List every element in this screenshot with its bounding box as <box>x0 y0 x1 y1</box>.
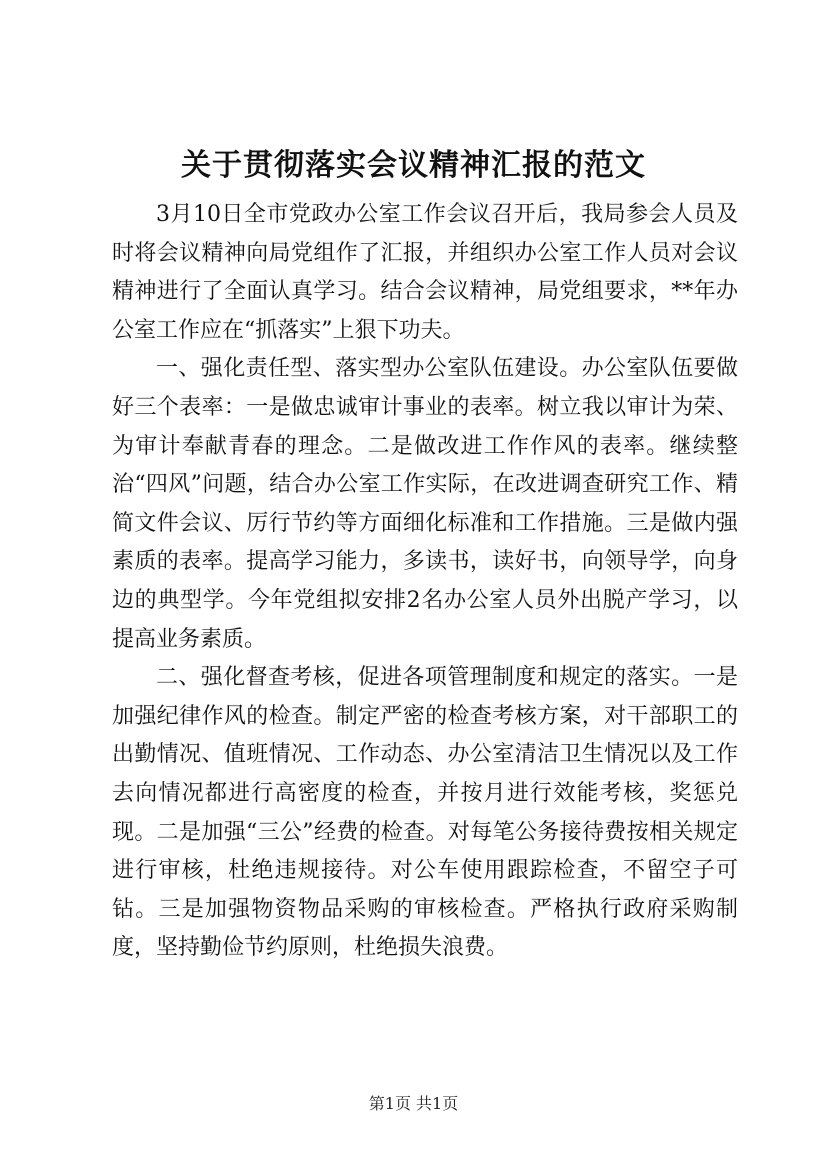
document-body <box>112 196 738 968</box>
page-number-footer: 第1页 共1页 <box>368 1094 459 1113</box>
paragraph-section-two: 二、强化督查考核，促进各项管理制度和规定的落实。一是加强纪律作风的检查。制定严密的检查考核方案，对干部职工的出勤情况、值班情况、工作动态、办公室清洁卫生情况以及工作去向情况都进行高密度的检查，并按月进行效能考核，奖惩兑现。二是加强“三公”经费的检查。对每笔公务接待费按相关规定进行审核，杜绝违规接待。对公车使用跟踪检查，不留空子可钻。三是加强物资物品采购的审核检查。严格执行政府采购制度，坚持勤俭节约原则，杜绝损失浪费。 <box>112 665 738 961</box>
paragraph-intro: 3月10日全市党政办公室工作会议召开后，我局参会人员及时将会议精神向局党组作了汇报，并组织办公室工作人员对会议精神进行了全面认真学习。结合会议精神，局党组要求，**年办公室工作应在“抓落实”上狠下功夫。 <box>112 202 738 343</box>
paragraph-section-one: 一、强化责任型、落实型办公室队伍建设。办公室队伍要做好三个表率：一是做忠诚审计事业的表率。树立我以审计为荣、为审计奉献青春的理念。二是做改进工作作风的表率。继续整治“四风”问题，结合办公室工作实际，在改进调查研究工作、精简文件会议、厉行节约等方面细化标准和工作措施。三是做内强素质的表率。提高学习能力，多读书，读好书，向领导学，向身边的典型学。今年党组拟安排2名办公室人员外出脱产学习，以提高业务素质。 <box>112 356 738 652</box>
document-title: 关于贯彻落实会议精神汇报的范文 <box>181 148 646 183</box>
